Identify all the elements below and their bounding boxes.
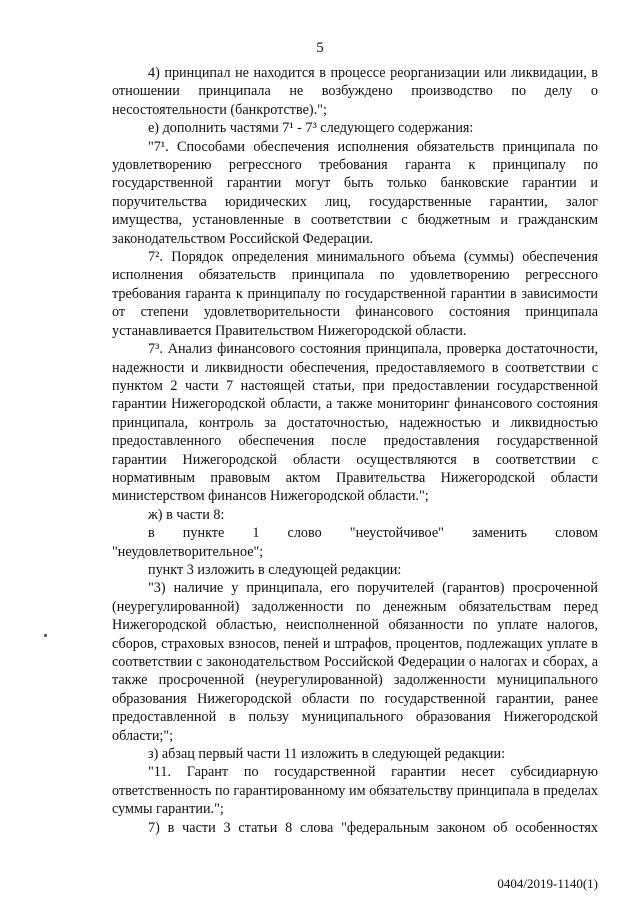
document-body bbox=[112, 64, 598, 837]
paragraph-part-11: "11. Гарант по государственной гарантии несет субсидиарную ответственность по гарантированному им обязательству принципала в пределах суммы гарантии."; bbox=[112, 764, 598, 818]
paragraph-part-7-3: 7³. Анализ финансового состояния принципала, проверка достаточности, надежности и ликвидности обеспечения, предоставляемого в соответствии с пунктом 2 части 7 настоящей статьи, при предоставлении государственной гарантии Нижегородской области, а также мониторинг финансового состояния принципала, контроль за достаточностью, надежностью и ликвидностью предоставленного обеспечения после предоставления государственной гарантии Нижегородской области осуществляются в соответствии с нормативным правовым актом Правительства Нижегородской области министерством финансов Нижегородской области."; bbox=[112, 341, 598, 505]
paragraph-item-7: 7) в части 3 статьи 8 слова "федеральным законом об особенностях bbox=[148, 819, 598, 836]
paragraph-point-3-text: "3) наличие у принципала, его поручителей (гарантов) просроченной (неурегулированной) задолженности по денежным обязательствам перед Нижегородской областью, неисполненной обязанности по уплате налогов, сборов, страховых взносов, пеней и штрафов, процентов, подлежащих уплате в соответствии с законодательством Российской Федерации о налогах и сборах, а также просроченной (неурегулированной) задолженности муниципального образования Нижегородской области по государственной гарантии, ранее предоставленной в пользу муниципального образования Нижегородской области;"; bbox=[112, 580, 598, 744]
paragraph-point-1-replace: в пункте 1 слово "неустойчивое" заменить словом "неудовлетворительное"; bbox=[112, 525, 598, 560]
paragraph-point-3-intro: пункт 3 изложить в следующей редакции: bbox=[148, 561, 402, 578]
page-number: 5 bbox=[316, 40, 324, 56]
paragraph-part-7-1: "7¹. Способами обеспечения исполнения обязательств принципала по удовлетворению регрессного требования гаранта к принципалу по государственной гарантии могут быть только банковские гарантии и поручительства юридических лиц, государственные гарантии, залог имущества, установленные в соответствии с бюджетным и гражданским законодательством Российской Федерации. bbox=[112, 138, 598, 247]
paragraph-item-4: 4) принципал не находится в процессе реорганизации или ликвидации, в отношении принципала не возбуждено производство по делу о несостоятельности (банкротстве)."; bbox=[112, 65, 598, 118]
paragraph-subitem-e: е) дополнить частями 7¹ - 7³ следующего содержания: bbox=[148, 120, 474, 137]
paragraph-part-7-2: 7². Порядок определения минимального объема (суммы) обеспечения исполнения обязательств принципала по удовлетворению регрессного требования гаранта к принципалу по государственной гарантии в зависимости от степени удовлетворительности финансового состояния принципала устанавливается Правительством Нижегородской области. bbox=[112, 249, 598, 339]
document-code: 0404/2019-1140(1) bbox=[497, 876, 598, 891]
scan-dot bbox=[44, 634, 47, 637]
paragraph-subitem-z: з) абзац первый части 11 изложить в следующей редакции: bbox=[148, 746, 506, 763]
paragraph-subitem-zh: ж) в части 8: bbox=[148, 506, 225, 523]
